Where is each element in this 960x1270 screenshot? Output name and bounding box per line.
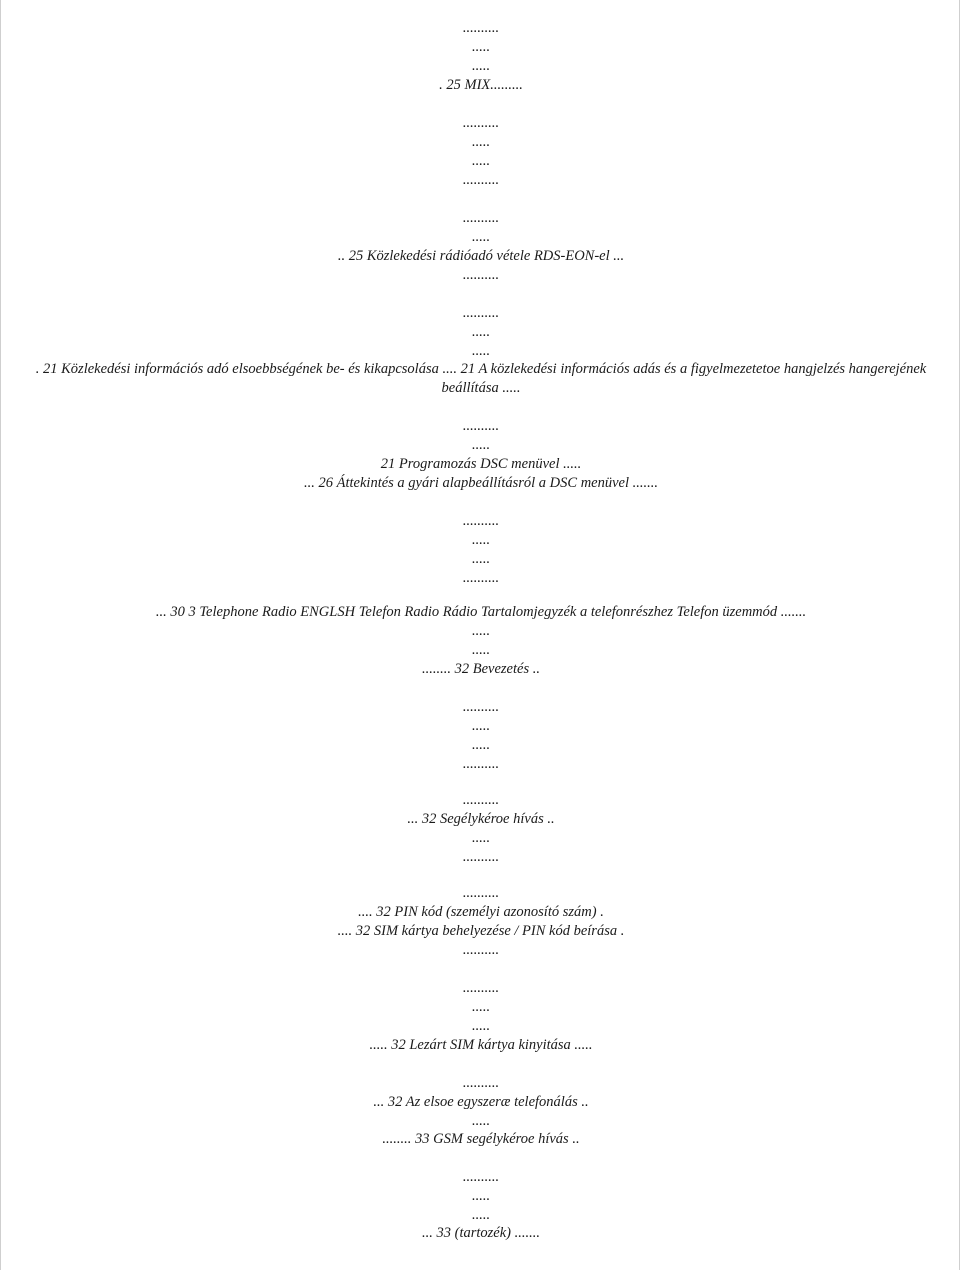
toc-line: ..... — [471, 437, 491, 453]
toc-line: ... 32 Segélykéroe hívás .. — [407, 811, 555, 827]
toc-line: . 21 Közlekedési információs adó elsoebbségének be- és kikapcsolása .... 21 A közlekedési információs adás és a figyelmezetetoe hangjelzés hangerejének — [35, 361, 927, 377]
toc-line: .......... — [462, 885, 500, 901]
toc-line: ... 30 3 Telephone Radio ENGLSH Telefon Radio Rádio Tartalomjegyzék a telefonrészhez Telefon üzemmód ....... — [155, 604, 807, 620]
toc-line: .......... — [462, 570, 500, 586]
toc-line: .......... — [462, 305, 500, 321]
toc-line: 21 Programozás DSC menüvel ..... — [380, 456, 582, 472]
toc-line: ... 26 Áttekintés a gyári alapbeállításról a DSC menüvel ....... — [304, 475, 658, 491]
toc-line: ..... — [471, 623, 491, 639]
toc-line: ..... 32 Lezárt SIM kártya kinyitása ..... — [369, 1037, 593, 1053]
toc-line: ..... — [471, 153, 491, 169]
toc-line: .......... — [462, 418, 500, 434]
toc-line: .......... — [462, 115, 500, 131]
toc-line: .......... — [462, 980, 500, 996]
toc-line: ..... — [471, 58, 491, 74]
toc-line: ..... — [471, 343, 491, 359]
toc-line: .......... — [462, 792, 500, 808]
toc-line: . 25 MIX......... — [439, 77, 523, 93]
toc-line: .......... — [462, 699, 500, 715]
toc-line: .......... — [462, 942, 500, 958]
toc-line: .......... — [462, 267, 500, 283]
toc-line: ..... — [471, 1207, 491, 1223]
toc-line: ..... — [471, 642, 491, 658]
toc-line: .......... — [462, 210, 500, 226]
toc-line: ..... — [471, 737, 491, 753]
toc-line: .......... — [462, 1075, 500, 1091]
toc-line: ..... — [471, 830, 491, 846]
toc-line: ........ 32 Bevezetés .. — [422, 661, 540, 677]
toc-line: ..... — [471, 532, 491, 548]
toc-line: ..... — [471, 551, 491, 567]
toc-line: .......... — [462, 20, 500, 36]
toc-line: ... 33 (tartozék) ....... — [422, 1225, 540, 1241]
toc-line: .... 32 PIN kód (személyi azonosító szám) . — [358, 904, 604, 920]
toc-line: .. 25 Közlekedési rádióadó vétele RDS-EON-el ... — [337, 248, 625, 264]
toc-line: .......... — [462, 756, 500, 772]
toc-line: ..... — [471, 1113, 491, 1129]
toc-line: .......... — [462, 172, 500, 188]
toc-line: .......... — [462, 513, 500, 529]
toc-line: ..... — [471, 39, 491, 55]
toc-line: .......... — [462, 849, 500, 865]
toc-line: ..... — [471, 999, 491, 1015]
toc-line: ........ 33 GSM segélykéroe hívás .. — [382, 1131, 580, 1147]
toc-line: ..... — [471, 324, 491, 340]
toc-line: ... 32 Az elsoe egyszeræ telefonálás .. — [373, 1094, 589, 1110]
toc-line: .... 32 SIM kártya behelyezése / PIN kód beírása . — [337, 923, 625, 939]
toc-line: ..... — [471, 134, 491, 150]
toc-line: ..... — [471, 1188, 491, 1204]
toc-line: beállítása ..... — [441, 380, 521, 396]
toc-line: ..... — [471, 718, 491, 734]
toc-line: ..... — [471, 229, 491, 245]
toc-line: .......... — [462, 1169, 500, 1185]
toc-line: ..... — [471, 1018, 491, 1034]
